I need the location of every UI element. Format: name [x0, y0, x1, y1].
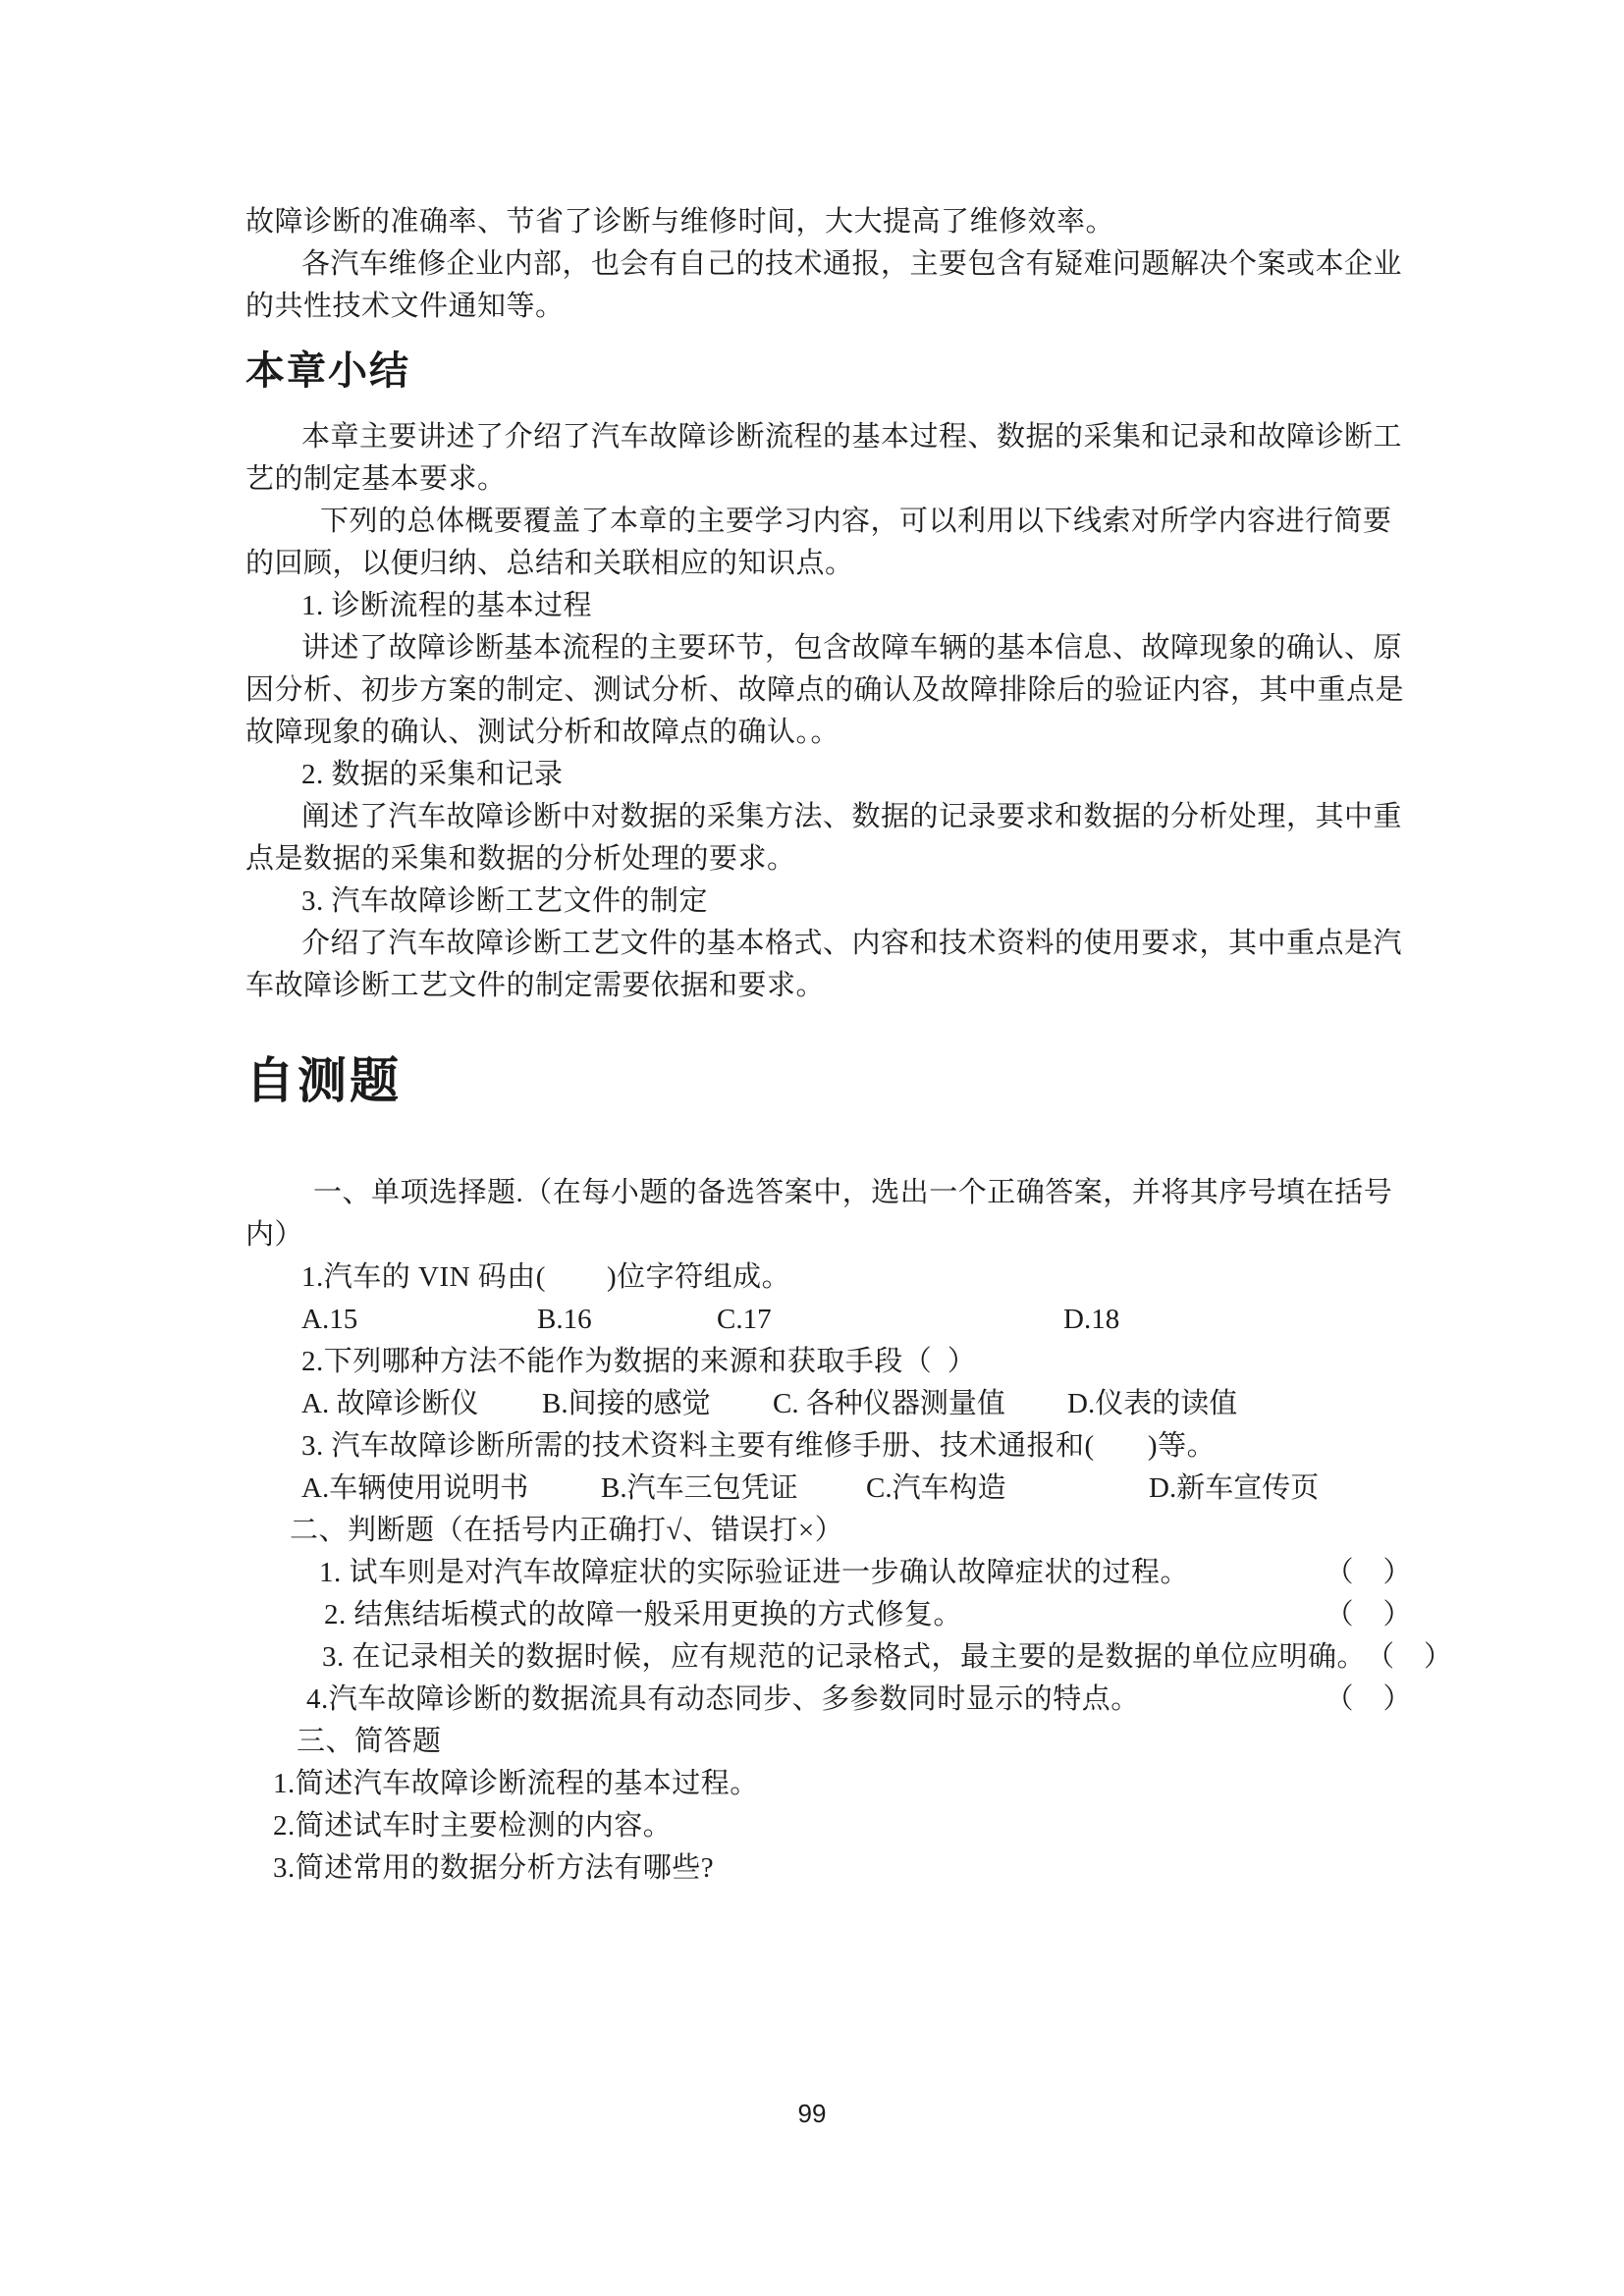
option-b: B.间接的感觉 [542, 1388, 711, 1419]
summary-line: 点是数据的采集和数据的分析处理的要求。 [245, 843, 796, 875]
answer-bracket: （ ） [1366, 1641, 1453, 1673]
option-c: C. 各种仪器测量值 [773, 1388, 1005, 1419]
mcq-question-1: 1.汽车的 VIN 码由( )位字符组成。 [301, 1261, 791, 1293]
summary-line: 下列的总体概要覆盖了本章的主要学习内容，可以利用以下线索对所学内容进行简要 [320, 506, 1392, 537]
option-d: D.新车宣传页 [1149, 1472, 1320, 1504]
shortanswer-section-title: 三、简答题 [297, 1726, 442, 1757]
option-c: C.汽车构造 [866, 1472, 1006, 1504]
mcq-section-title-continued: 内） [245, 1219, 304, 1251]
summary-line: 讲述了故障诊断基本流程的主要环节，包含故障车辆的基本信息、故障现象的确认、原 [301, 632, 1403, 664]
option-d: D.18 [1063, 1304, 1120, 1335]
judgment-text: 3. 在记录相关的数据时候，应有规范的记录格式，最主要的是数据的单位应明确。 [322, 1641, 1367, 1673]
summary-list-item: 1. 诊断流程的基本过程 [301, 590, 593, 621]
mcq-question-1-options [245, 1299, 1412, 1341]
chapter-summary-heading: 本章小结 [245, 348, 410, 393]
answer-bracket: （ ） [1325, 1557, 1412, 1588]
intro-line: 各汽车维修企业内部，也会有自己的技术通报，主要包含有疑难问题解决个案或本企业 [301, 248, 1403, 280]
intro-line: 的共性技术文件通知等。 [245, 291, 565, 322]
option-c: C.17 [717, 1304, 772, 1335]
mcq-question-3: 3. 汽车故障诊断所需的技术资料主要有维修手册、技术通报和( )等。 [301, 1430, 1217, 1462]
summary-list-item: 3. 汽车故障诊断工艺文件的制定 [301, 885, 709, 917]
judgment-question-1 [245, 1552, 1412, 1594]
summary-line: 阐述了汽车故障诊断中对数据的采集方法、数据的记录要求和数据的分析处理，其中重 [301, 801, 1403, 832]
mcq-question-2: 2.下列哪种方法不能作为数据的来源和获取手段（ ） [301, 1346, 977, 1377]
shortanswer-question-2: 2.简述试车时主要检测的内容。 [273, 1810, 673, 1842]
judgment-section-title: 二、判断题（在括号内正确打√、错误打×） [290, 1515, 844, 1546]
intro-line: 故障诊断的准确率、节省了诊断与维修时间，大大提高了维修效率。 [245, 206, 1115, 238]
judgment-text: 4.汽车故障诊断的数据流具有动态同步、多参数同时显示的特点。 [306, 1683, 1140, 1715]
self-test-heading: 自测题 [245, 1053, 402, 1108]
summary-line: 故障现象的确认、测试分析和故障点的确认。。 [245, 717, 840, 748]
judgment-question-3 [245, 1636, 1453, 1679]
summary-line: 本章主要讲述了介绍了汽车故障诊断流程的基本过程、数据的采集和记录和故障诊断工 [301, 421, 1403, 453]
summary-line: 因分析、初步方案的制定、测试分析、故障点的确认及故障排除后的验证内容，其中重点是 [245, 674, 1405, 706]
option-a: A.车辆使用说明书 [301, 1472, 529, 1504]
option-b: B.汽车三包凭证 [601, 1472, 798, 1504]
option-d: D.仪表的读值 [1067, 1388, 1238, 1419]
answer-bracket: （ ） [1325, 1683, 1412, 1715]
mcq-question-2-options [245, 1383, 1412, 1425]
summary-line: 车故障诊断工艺文件的制定需要依据和要求。 [245, 970, 826, 1001]
option-b: B.16 [537, 1304, 592, 1335]
summary-list-item: 2. 数据的采集和记录 [301, 759, 564, 790]
page-content [245, 201, 1453, 1890]
summary-line: 艺的制定基本要求。 [245, 463, 507, 495]
mcq-section-title: 一、单项选择题.（在每小题的备选答案中，选出一个正确答案，并将其序号填在括号 [313, 1177, 1393, 1208]
shortanswer-question-1: 1.简述汽车故障诊断流程的基本过程。 [273, 1768, 759, 1799]
summary-line: 介绍了汽车故障诊断工艺文件的基本格式、内容和技术资料的使用要求，其中重点是汽 [301, 928, 1403, 959]
judgment-text: 1. 试车则是对汽车故障症状的实际验证进一步确认故障症状的过程。 [319, 1557, 1190, 1588]
option-a: A.15 [301, 1304, 358, 1335]
judgment-question-4 [245, 1679, 1412, 1721]
shortanswer-question-3: 3.简述常用的数据分析方法有哪些? [273, 1852, 715, 1884]
judgment-question-2 [245, 1594, 1412, 1636]
judgment-text: 2. 结焦结垢模式的故障一般采用更换的方式修复。 [324, 1599, 963, 1630]
option-a: A. 故障诊断仪 [301, 1388, 479, 1419]
answer-bracket: （ ） [1325, 1599, 1412, 1630]
summary-line: 的回顾，以便归纳、总结和关联相应的知识点。 [245, 548, 854, 579]
page-number: 99 [797, 2099, 827, 2128]
mcq-question-3-options [245, 1468, 1412, 1510]
